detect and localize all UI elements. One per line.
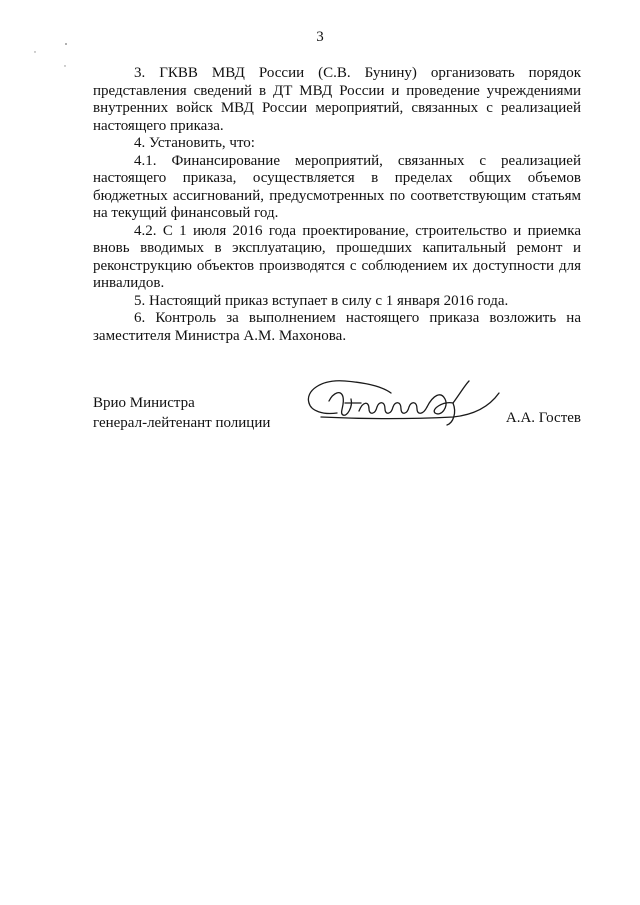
paragraph-5: 5. Настоящий приказ вступает в силу с 1 января 2016 года. (134, 292, 509, 309)
paragraph-3: 3. ГКВВ МВД России (С.В. Бунину) организовать порядок представления сведений в ДТ МВД России и проведение учреждениями внутренних войск МВД России мероприятий, связанных с реализацией настоящего приказа. (93, 65, 581, 134)
paragraph-6: 6. Контроль за выполнением настоящего приказа возложить на заместителя Министра А.М. Махонова. (93, 310, 581, 344)
page-number: 3 (316, 29, 324, 45)
signer-rank: генерал-лейтенант полиции (93, 415, 271, 431)
signer-position: Врио Министра (93, 395, 195, 411)
signature-block (93, 393, 581, 443)
signer-name: А.А. Гостев (505, 410, 581, 426)
handwritten-signature (303, 373, 503, 437)
paragraph-4-2: 4.2. С 1 июля 2016 года проектирование, строительство и приемка вновь вводимых в эксплуатацию, прошедших капитальный ремонт и реконструкцию объектов производятся с соблюдением их доступности для инвалидов. (93, 222, 581, 291)
document-body (93, 65, 581, 345)
paragraph-4: 4. Установить, что: (134, 135, 255, 151)
signer-title (93, 393, 270, 433)
paragraph-4-1: 4.1. Финансирование мероприятий, связанных с реализацией настоящего приказа, осуществляется в пределах общих объемов бюджетных ассигнований, предусмотренных по соответствующим статьям на текущий финансовый год. (93, 152, 581, 221)
